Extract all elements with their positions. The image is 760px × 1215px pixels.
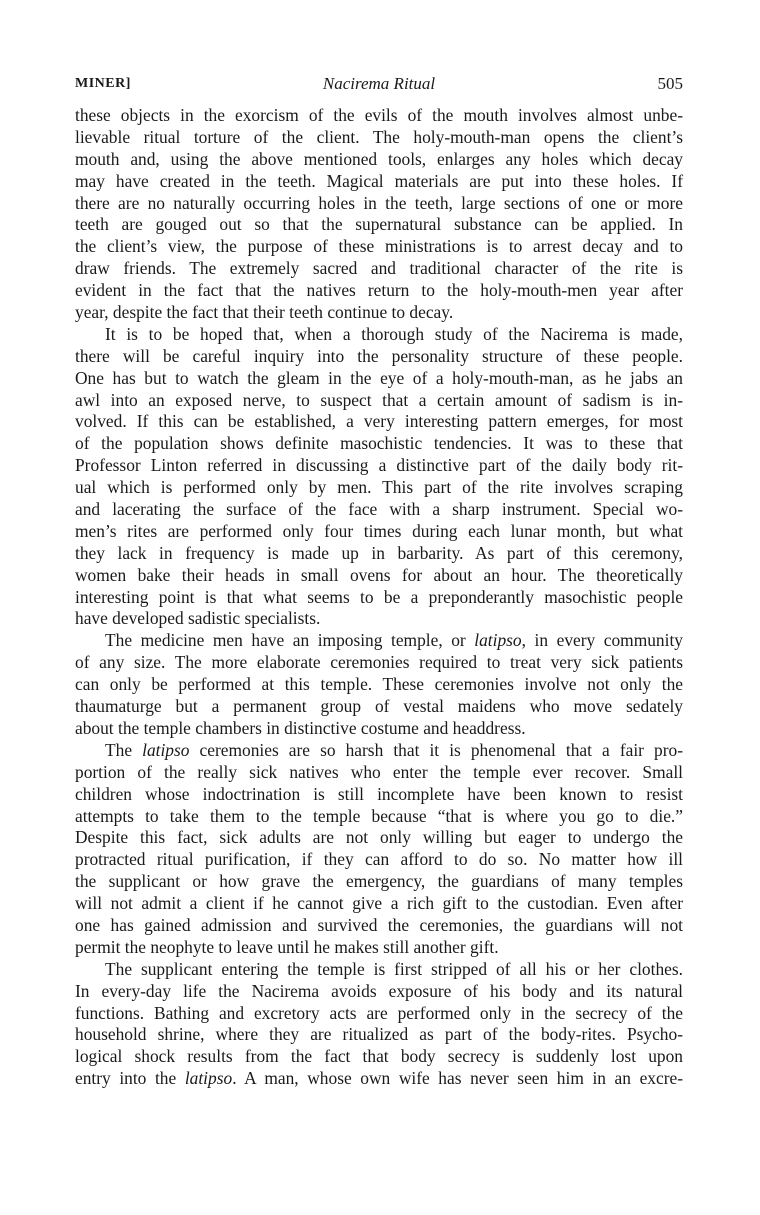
text-line: can only be performed at this temple. These ceremonies involve not only the: [75, 674, 683, 695]
text-line: [75, 740, 683, 762]
article-title-running-head: Nacirema Ritual: [322, 74, 436, 93]
text-run: The: [105, 739, 143, 760]
italic-term: latipso: [142, 739, 190, 760]
text-line: logical shock results from the fact that body secrecy is suddenly lost upon: [75, 1046, 683, 1067]
text-line: It is to be hoped that, when a thorough study of the Nacirema is made,: [105, 323, 683, 344]
text-line: awl into an exposed nerve, to suspect that a certain amount of sadism is in-: [75, 389, 683, 410]
text-line: household shrine, where they are ritualized as part of the body-rites. Psycho-: [75, 1024, 683, 1045]
text-line: there will be careful inquiry into the personality structure of these people.: [75, 345, 683, 366]
page-number: 505: [657, 74, 683, 93]
text-line: attempts to take them to the temple because “that is where you go to die.”: [75, 805, 683, 826]
author-running-head: MINER]: [75, 76, 131, 91]
text-line: permit the neophyte to leave until he makes still another gift.: [75, 936, 499, 957]
text-line: men’s rites are performed only four times during each lunar month, but what: [75, 520, 683, 541]
text-line: the client’s view, the purpose of these ministrations is to arrest decay and to: [75, 236, 683, 257]
text-run: , in every community: [521, 630, 683, 651]
text-line: evident in the fact that the natives return to the holy-mouth-men year after: [75, 280, 683, 301]
text-line: have developed sadistic specialists.: [75, 608, 321, 629]
text-run: . A man, whose own wife has never seen him in an excre-: [232, 1068, 684, 1089]
text-line: there are no naturally occurring holes in the teeth, large sections of one or more: [75, 192, 683, 213]
text-line: thaumaturge but a permanent group of vestal maidens who move sedately: [75, 696, 683, 717]
text-line: ual which is performed only by men. This part of the rite involves scraping: [75, 477, 683, 498]
text-line: year, despite the fact that their teeth continue to decay.: [75, 302, 454, 323]
text-line: Despite this fact, sick adults are not only willing but eager to undergo the: [75, 827, 683, 848]
text-line: may have created in the teeth. Magical materials are put into these holes. If: [75, 170, 683, 191]
text-line: of the population shows definite masochistic tendencies. It was to these that: [75, 433, 683, 454]
text-line: these objects in the exorcism of the evils of the mouth involves almost unbe-: [75, 105, 683, 125]
italic-term: latipso: [184, 1068, 233, 1089]
text-line: interesting point is that what seems to be a preponderantly masochistic people: [75, 586, 683, 607]
text-line: mouth and, using the above mentioned tools, enlarges any holes which decay: [75, 148, 683, 169]
running-head: [75, 72, 683, 96]
text-line: and lacerating the surface of the face with a sharp instrument. Special wo-: [75, 499, 683, 520]
text-line: The supplicant entering the temple is first stripped of all his or her clothes.: [105, 958, 683, 979]
italic-term: latipso: [474, 630, 522, 651]
text-line: lievable ritual torture of the client. The holy-mouth-man opens the client’s: [75, 126, 683, 147]
text-line: teeth are gouged out so that the supernatural substance can be applied. In: [75, 214, 683, 235]
text-line: one has gained admission and survived the ceremonies, the guardians will not: [75, 914, 683, 935]
text-line: volved. If this can be established, a very interesting pattern emerges, for most: [75, 411, 683, 432]
text-line: about the temple chambers in distinctive costume and headdress.: [75, 717, 526, 738]
text-line: they lack in frequency is made up in barbarity. As part of this ceremony,: [75, 542, 683, 563]
text-line: [75, 1068, 683, 1090]
text-line: portion of the really sick natives who enter the temple ever recover. Small: [75, 761, 683, 782]
text-line: In every-day life the Nacirema avoids exposure of his body and its natural: [75, 980, 683, 1001]
text-line: protracted ritual purification, if they can afford to do so. No matter how ill: [75, 849, 683, 870]
text-line: [75, 630, 683, 652]
text-line: the supplicant or how grave the emergency, the guardians of many temples: [75, 871, 683, 892]
document-page: [75, 72, 683, 1090]
text-line: draw friends. The extremely sacred and traditional character of the rite is: [75, 258, 683, 279]
text-line: One has but to watch the gleam in the eye of a holy-mouth-man, as he jabs an: [75, 367, 683, 388]
text-line: will not admit a client if he cannot give a rich gift to the custodian. Even after: [75, 893, 683, 914]
text-line: functions. Bathing and excretory acts are performed only in the secrecy of the: [75, 1002, 683, 1023]
body-text: [75, 105, 683, 1090]
text-line: of any size. The more elaborate ceremonies required to treat very sick patients: [75, 652, 683, 673]
text-line: women bake their heads in small ovens for about an hour. The theoretically: [75, 564, 683, 585]
text-run: ceremonies are so harsh that it is phenomenal that a fair pro-: [189, 739, 684, 760]
text-run: entry into the: [75, 1068, 185, 1089]
text-run: The medicine men have an imposing temple, or: [105, 630, 475, 651]
text-line: Professor Linton referred in discussing a distinctive part of the daily body rit-: [75, 455, 683, 476]
text-line: children whose indoctrination is still incomplete have been known to resist: [75, 783, 683, 804]
